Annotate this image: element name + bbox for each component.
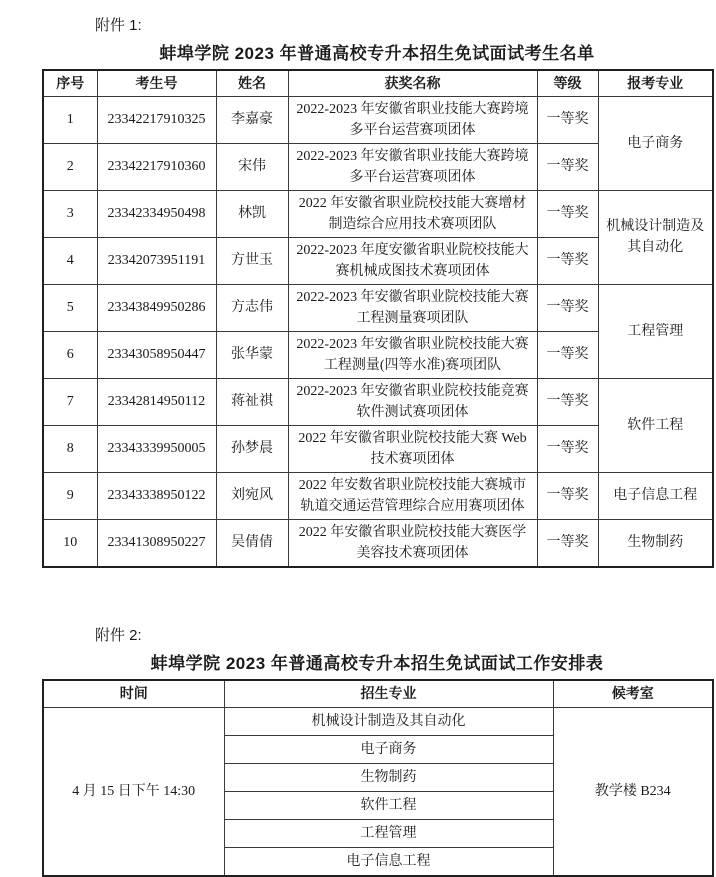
column-header-time: 时间 [43,680,224,708]
cell-no: 2 [43,143,97,190]
cell-candidate-id: 23343339950005 [97,425,216,472]
cell-name: 林凯 [216,190,288,237]
cell-candidate-id: 23341308950227 [97,519,216,567]
cell-candidate-id: 23342073951191 [97,237,216,284]
cell-candidate-id: 23343849950286 [97,284,216,331]
column-header-major: 报考专业 [598,70,713,96]
cell-name: 吴倩倩 [216,519,288,567]
cell-level: 一等奖 [537,425,598,472]
cell-candidate-id: 23343058950447 [97,331,216,378]
cell-major-group: 机械设计制造及其自动化 [598,190,713,284]
table-row [43,378,713,425]
cell-no: 1 [43,96,97,143]
cell-waiting-room: 教学楼 B234 [553,708,713,876]
table-row [43,190,713,237]
table1-title: 蚌埠学院 2023 年普通高校专升本招生免试面试考生名单 [159,44,595,63]
cell-candidate-id: 23343338950122 [97,472,216,519]
column-header-waiting-room: 候考室 [553,680,713,708]
cell-no: 6 [43,331,97,378]
cell-level: 一等奖 [537,519,598,567]
cell-award: 2022 年安徽省职业院校技能大赛医学美容技术赛项团体 [288,519,537,567]
cell-level: 一等奖 [537,96,598,143]
cell-award: 2022-2023 年安徽省职业技能大赛跨境多平台运营赛项团体 [288,96,537,143]
column-header-award: 获奖名称 [288,70,537,96]
cell-candidate-id: 23342334950498 [97,190,216,237]
table1-header-row [43,70,713,96]
attachment-1-label: 附件 1: [95,17,142,34]
cell-level: 一等奖 [537,331,598,378]
table-row [43,519,713,567]
cell-admission-major: 电子商务 [224,736,553,764]
cell-no: 8 [43,425,97,472]
cell-award: 2022 年安数省职业院校技能大赛城市轨道交通运营管理综合应用赛项团体 [288,472,537,519]
column-header-level: 等级 [537,70,598,96]
candidate-list-table [42,69,714,568]
cell-major-group: 工程管理 [598,284,713,378]
cell-candidate-id: 23342814950112 [97,378,216,425]
cell-award: 2022-2023 年安徽省职业院校技能大赛工程测量(四等水准)赛项团队 [288,331,537,378]
attachment-2-label: 附件 2: [95,626,142,644]
schedule-table [42,679,714,877]
cell-level: 一等奖 [537,190,598,237]
cell-admission-major: 软件工程 [224,792,553,820]
table2-title: 蚌埠学院 2023 年普通高校专升本招生免试面试工作安排表 [150,653,604,673]
cell-no: 9 [43,472,97,519]
table2-header-row [43,680,713,708]
cell-admission-major: 机械设计制造及其自动化 [224,708,553,736]
table-row [43,708,713,736]
cell-award: 2022-2023 年安徽省职业技能大赛跨境多平台运营赛项团体 [288,143,537,190]
cell-no: 10 [43,519,97,567]
cell-level: 一等奖 [537,284,598,331]
cell-no: 4 [43,237,97,284]
table-row [43,284,713,331]
cell-no: 3 [43,190,97,237]
cell-award: 2022 年安徽省职业院校技能大赛 Web 技术赛项团体 [288,425,537,472]
cell-admission-major: 工程管理 [224,820,553,848]
cell-major-group: 电子商务 [598,96,713,190]
cell-name: 方世玉 [216,237,288,284]
cell-time: 4 月 15 日下午 14:30 [43,708,224,876]
cell-no: 5 [43,284,97,331]
cell-no: 7 [43,378,97,425]
cell-name: 蒋祉祺 [216,378,288,425]
cell-name: 李嘉豪 [216,96,288,143]
cell-award: 2022-2023 年安徽省职业院校技能竞赛软件测试赛项团体 [288,378,537,425]
column-header-admission-major: 招生专业 [224,680,553,708]
table-row [43,472,713,519]
column-header-name: 姓名 [216,70,288,96]
column-header-candidate-id: 考生号 [97,70,216,96]
cell-name: 孙梦晨 [216,425,288,472]
cell-level: 一等奖 [537,472,598,519]
cell-major-group: 软件工程 [598,378,713,472]
cell-admission-major: 电子信息工程 [224,848,553,876]
cell-level: 一等奖 [537,378,598,425]
cell-major-group: 生物制药 [598,519,713,567]
cell-level: 一等奖 [537,143,598,190]
table-row [43,96,713,143]
cell-candidate-id: 23342217910325 [97,96,216,143]
cell-name: 宋伟 [216,143,288,190]
cell-admission-major: 生物制药 [224,764,553,792]
cell-name: 刘宛风 [216,472,288,519]
column-header-no: 序号 [43,70,97,96]
cell-level: 一等奖 [537,237,598,284]
cell-award: 2022-2023 年安徽省职业院校技能大赛工程测量赛项团队 [288,284,537,331]
cell-major-group: 电子信息工程 [598,472,713,519]
cell-award: 2022 年安徽省职业院校技能大赛增材制造综合应用技术赛项团队 [288,190,537,237]
cell-candidate-id: 23342217910360 [97,143,216,190]
cell-award: 2022-2023 年度安徽省职业院校技能大赛机械成图技术赛项团体 [288,237,537,284]
cell-name: 方志伟 [216,284,288,331]
cell-name: 张华蒙 [216,331,288,378]
